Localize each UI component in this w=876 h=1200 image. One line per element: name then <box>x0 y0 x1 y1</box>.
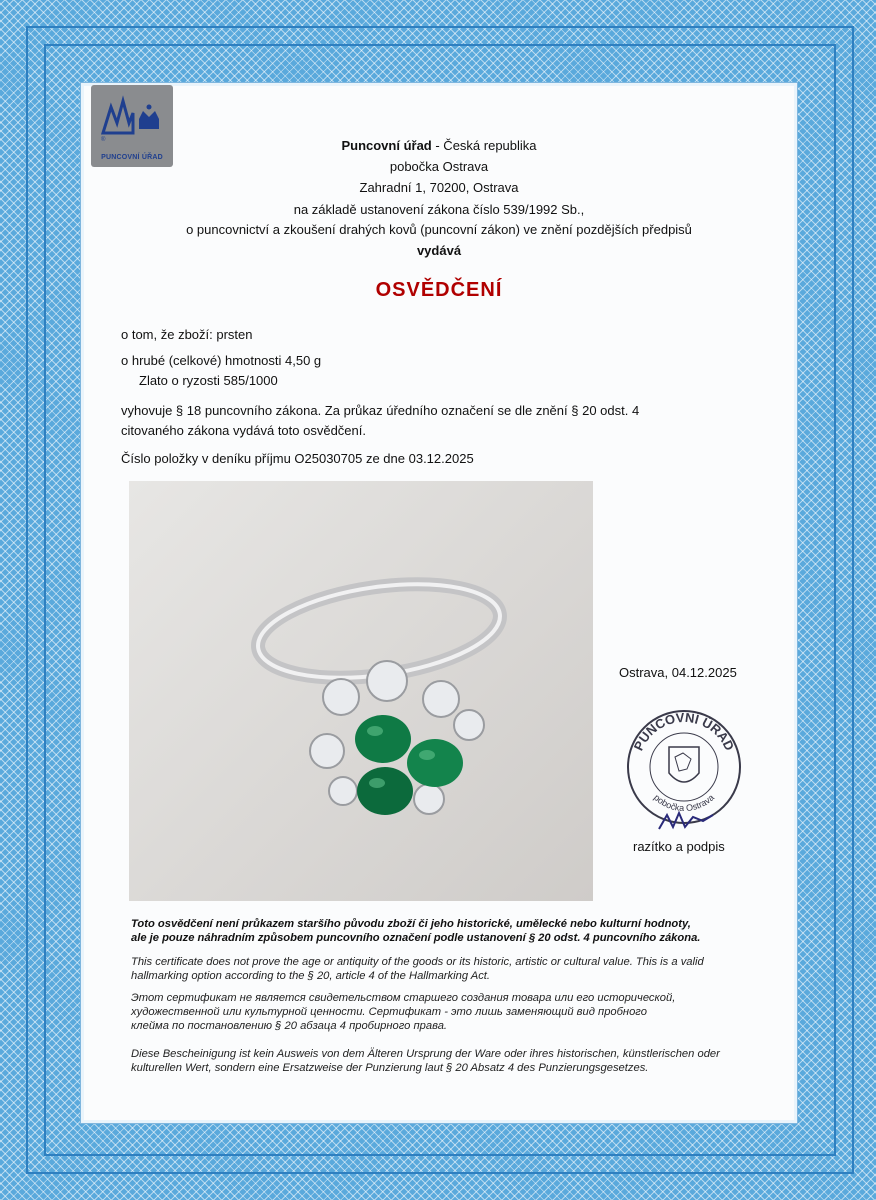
disclaimer-english <box>131 955 751 983</box>
stamp-bottom-text: pobočka Ostrava <box>651 792 717 814</box>
disclaimer-ru-1: Этот сертификат не является свидетельством старшего создания товара или его исторической, <box>131 992 676 1004</box>
disclaimer-en-2: hallmarking option according to the § 20, article 4 of the Hallmarking Act. <box>131 970 491 982</box>
branch-name: pobočka Ostrava <box>389 159 489 174</box>
official-stamp <box>619 703 749 848</box>
disclaimer-en-1: This certificate does not prove the age or antiquity of the goods or its historic, artistic or cultural value. This is a valid <box>131 956 704 968</box>
gold-purity: Zlato o ryzosti 585/1000 <box>139 373 278 388</box>
compliance-text-1: vyhovuje § 18 puncovního zákona. Za průkaz úředního označení se dle znění § 20 odst. 4 <box>121 403 640 418</box>
disclaimer-czech <box>131 917 751 945</box>
disclaimer-russian <box>131 991 751 1033</box>
issues-label: vydává <box>416 243 462 258</box>
svg-text:®: ® <box>101 137 106 143</box>
gross-weight: o hrubé (celkové) hmotnosti 4,50 g <box>121 353 322 368</box>
ring-photo <box>129 481 593 901</box>
record-number: Číslo položky v deníku příjmu O25030705 ze dne 03.12.2025 <box>121 451 474 466</box>
issuer-line <box>81 135 797 156</box>
disclaimer-cz-1: Toto osvědčení není průkazem staršího původu zboží či jeho historické, umělecké nebo kulturní hodnoty, <box>131 918 691 930</box>
disclaimer-ru-2: художественной или культурной ценности. Сертификат - это лишь заменяющий вид пробного <box>131 1006 647 1018</box>
disclaimer-german <box>131 1047 751 1075</box>
branch-address: Zahradní 1, 70200, Ostrava <box>359 180 519 195</box>
signature-label: razítko a podpis <box>633 839 725 854</box>
item-description: o tom, že zboží: prsten <box>121 327 253 342</box>
svg-text:pobočka Ostrava <box>652 792 716 813</box>
legal-act: o puncovnictví a zkoušení drahých kovů (puncovní zákon) ve znění pozdějších předpisů <box>186 222 692 237</box>
legal-basis: na základě ustanovení zákona číslo 539/1992 Sb., <box>293 202 585 217</box>
stamp-top-text: PUNCOVNÍ ÚŘAD <box>630 709 738 753</box>
logo-text: PUNCOVNÍ ÚŘAD <box>101 154 163 161</box>
disclaimer-cz-2: ale je pouze náhradním způsobem puncovního označení podle ustanovení § 20 odst. 4 puncovního zákona. <box>131 932 701 944</box>
ring-image <box>129 481 593 901</box>
issue-place-date: Ostrava, 04.12.2025 <box>619 665 737 680</box>
disclaimer-de-2: kulturellen Wert, sondern eine Ersatzweise der Punzierung laut § 20 Absatz 4 des Punzierungsgesetzes. <box>131 1062 649 1074</box>
issuer-name: Puncovní úřad <box>341 138 432 153</box>
compliance-text-2: citovaného zákona vydává toto osvědčení. <box>121 423 366 438</box>
stamp-seal-icon <box>619 703 749 843</box>
certificate-paper <box>80 82 798 1124</box>
disclaimer-de-1: Diese Bescheinigung ist kein Ausweis von dem Älteren Ursprung der Ware oder ihres historischen, künstlerischen oder <box>131 1048 720 1060</box>
issuer-country: - Česká republika <box>431 138 537 153</box>
certificate-title: OSVĚDČENÍ <box>375 279 503 301</box>
disclaimer-ru-3: клейма по постановлению § 20 абзаца 4 пробирного права. <box>131 1020 448 1032</box>
